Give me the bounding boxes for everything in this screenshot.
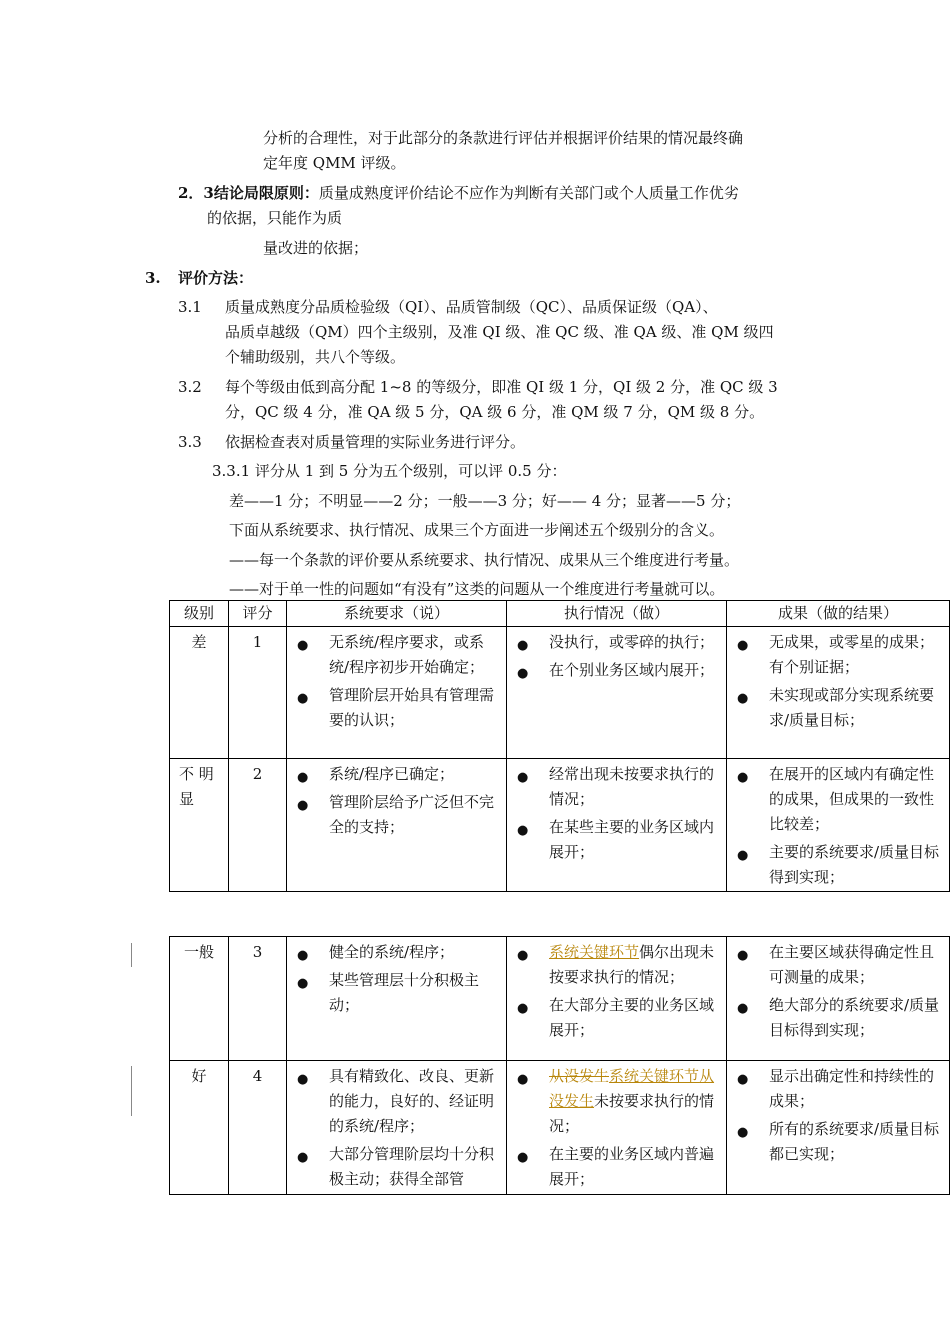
change-bar (131, 943, 132, 967)
header-score: 评分 (229, 601, 287, 627)
list-item: ● 所有的系统要求/质量目标都已实现； (737, 1120, 940, 1163)
list-item: ● 在某些主要的业务区域内展开； (517, 818, 715, 861)
bullet-icon: ● (517, 1001, 529, 1016)
text-line: 品质卓越级（QM）四个主级别，及准 QI 级、准 QC 级、准 QA 级、准 QM 级四 (225, 323, 774, 341)
header-result: 成果（做的结果） (727, 601, 950, 627)
text-line: 的依据，只能作为质 (207, 209, 343, 227)
bullet-icon: ● (737, 1125, 749, 1140)
list-item: ● 在大部分主要的业务区域展开； (517, 996, 715, 1039)
bullet-icon: ● (517, 666, 529, 681)
list-item: ● 在个别业务区域内展开； (507, 655, 726, 683)
list-item: ● 管理阶层开始具有管理需要的认识； (297, 686, 495, 729)
header-execution: 执行情况（做） (507, 601, 727, 627)
bullet-icon: ● (297, 638, 309, 653)
list-item: ● 从没发生系统关键环节从没发生未按要求执行的情况； (517, 1067, 715, 1135)
list-item: ● 在主要的业务区域内普遍展开； (517, 1145, 715, 1188)
item-3-1-number: 3.1 (178, 298, 202, 316)
score-cell: 4 (252, 1067, 263, 1085)
tracked-insertion: 系统关键环节 (549, 943, 640, 961)
tracked-insertion: 从没发生 (549, 1067, 715, 1110)
text-line: 分析的合理性，对于此部分的条款进行评估并根据评价结果的情况最终确 (263, 129, 744, 147)
text-line: 质量成熟度分品质检验级（QI）、品质管制级（QC）、品质保证级（QA）、 (225, 298, 718, 316)
list-item: ● 无成果，或零星的成果；有个别证据； (737, 633, 935, 676)
bullet-icon: ● (737, 691, 749, 706)
bullet-icon: ● (297, 1150, 309, 1165)
text-line: 下面从系统要求、执行情况、成果三个方面进一步阐述五个级别分的含义。 (229, 521, 725, 539)
text-line: 每个等级由低到高分配 1~8 的等级分，即准 QI 级 1 分，QI 级 2 分，准 QC 级 3 (225, 378, 778, 396)
list-item: ● 管理阶层给予广泛但不完全的支持； (297, 793, 495, 836)
bullet-icon: ● (297, 948, 309, 963)
bullet-icon: ● (297, 1072, 309, 1087)
text-line: ——对于单一性的问题如“有没有”这类的问题从一个维度进行考量就可以。 (229, 580, 725, 598)
rating-table-continued (169, 936, 950, 1195)
bullet-icon: ● (517, 1150, 529, 1165)
list-item: ● 大部分管理阶层均十分积极主动；获得全部管 (297, 1145, 495, 1188)
bullet-icon: ● (517, 770, 529, 785)
bullet-icon: ● (737, 1072, 749, 1087)
item-3-2-number: 3.2 (178, 378, 202, 396)
list-item: ● 显示出确定性和持续性的成果； (737, 1067, 935, 1110)
level-cell: 好 (191, 1067, 207, 1085)
table-row (170, 627, 950, 759)
bullet-icon: ● (737, 1001, 749, 1016)
table-header-row (170, 601, 950, 627)
list-item: ● 在主要区域获得确定性且可测量的成果； (737, 943, 935, 986)
list-item: ● 没执行，或零碎的执行； (507, 627, 726, 655)
level-cell: 一般 (183, 943, 214, 961)
score-cell: 1 (252, 633, 263, 651)
bullet-icon: ● (517, 948, 529, 963)
item-3-3-number: 3.3 (178, 433, 202, 451)
list-item: ● 系统关键环节偶尔出现未按要求执行的情况； (517, 943, 715, 986)
bullet-icon: ● (297, 770, 309, 785)
rating-table (169, 600, 950, 892)
scale-line: 差——1 分；不明显——2 分；一般——3 分；好—— 4 分；显著——5 分； (229, 492, 741, 510)
level-cell: 差 (191, 633, 207, 651)
header-level: 级别 (170, 601, 229, 627)
bullet-icon: ● (737, 638, 749, 653)
list-item: ● 某些管理层十分积极主动； (297, 971, 480, 1014)
section-number: 2．3 (178, 184, 214, 202)
text-line: 分，QC 级 4 分，准 QA 级 5 分，QA 级 6 分，准 QM 级 7 分，QM 级 8 分。 (225, 403, 765, 421)
level-cell: 不 明 显 (179, 765, 214, 808)
bullet-icon: ● (737, 848, 749, 863)
bullet-icon: ● (297, 976, 309, 991)
bullet-icon: ● (297, 798, 309, 813)
text-line: 个辅助级别，共八个等级。 (225, 348, 406, 366)
table-row (170, 759, 950, 892)
table-row (170, 937, 950, 1061)
text-line: 量改进的依据； (263, 239, 369, 257)
section-title: 结论局限原则： (213, 184, 319, 202)
section-text: 质量成熟度评价结论不应作为判断有关部门或个人质量工作优劣 (318, 184, 739, 202)
table-row (170, 1061, 950, 1195)
list-item: ● 在展开的区域内有确定性的成果，但成果的一致性比较差； (737, 765, 935, 833)
bullet-icon: ● (517, 638, 529, 653)
list-item: ● 系统/程序已确定； (287, 759, 506, 787)
list-item: ● 具有精致化、改良、更新的能力，良好的、经证明的系统/程序； (297, 1067, 495, 1135)
score-cell: 2 (252, 765, 263, 783)
item-3-3-1: 3.3.1 评分从 1 到 5 分为五个级别，可以评 0.5 分： (212, 462, 567, 480)
change-bar (131, 1066, 132, 1116)
section-2-3 (178, 183, 739, 203)
bullet-icon: ● (517, 1072, 529, 1087)
bullet-icon: ● (517, 823, 529, 838)
list-item: ● 未实现或部分实现系统要求/质量目标； (737, 686, 935, 729)
tracked-insertion: 系统关键环节 (609, 1067, 700, 1085)
bullet-icon: ● (297, 691, 309, 706)
bullet-icon: ● (737, 948, 749, 963)
text-line: 依据检查表对质量管理的实际业务进行评分。 (225, 433, 526, 451)
bullet-icon: ● (737, 770, 749, 785)
section-3-number: 3. (145, 269, 161, 287)
text-line: ——每一个条款的评价要从系统要求、执行情况、成果从三个维度进行考量。 (229, 551, 740, 569)
tracked-deletion: 从没发生 (549, 1067, 610, 1085)
text-line: 定年度 QMM 评级。 (263, 154, 406, 172)
list-item: ● 绝大部分的系统要求/质量目标得到实现； (737, 996, 940, 1039)
list-item: ● 主要的系统要求/质量目标得到实现； (737, 843, 940, 886)
list-item: ● 经常出现未按要求执行的情况； (517, 765, 715, 808)
list-item: ● 无系统/程序要求，或系统/程序初步开始确定； (297, 633, 485, 676)
section-3-title: 评价方法： (178, 269, 254, 287)
header-system: 系统要求（说） (287, 601, 507, 627)
score-cell: 3 (252, 943, 263, 961)
list-item: ● 健全的系统/程序； (287, 937, 506, 965)
